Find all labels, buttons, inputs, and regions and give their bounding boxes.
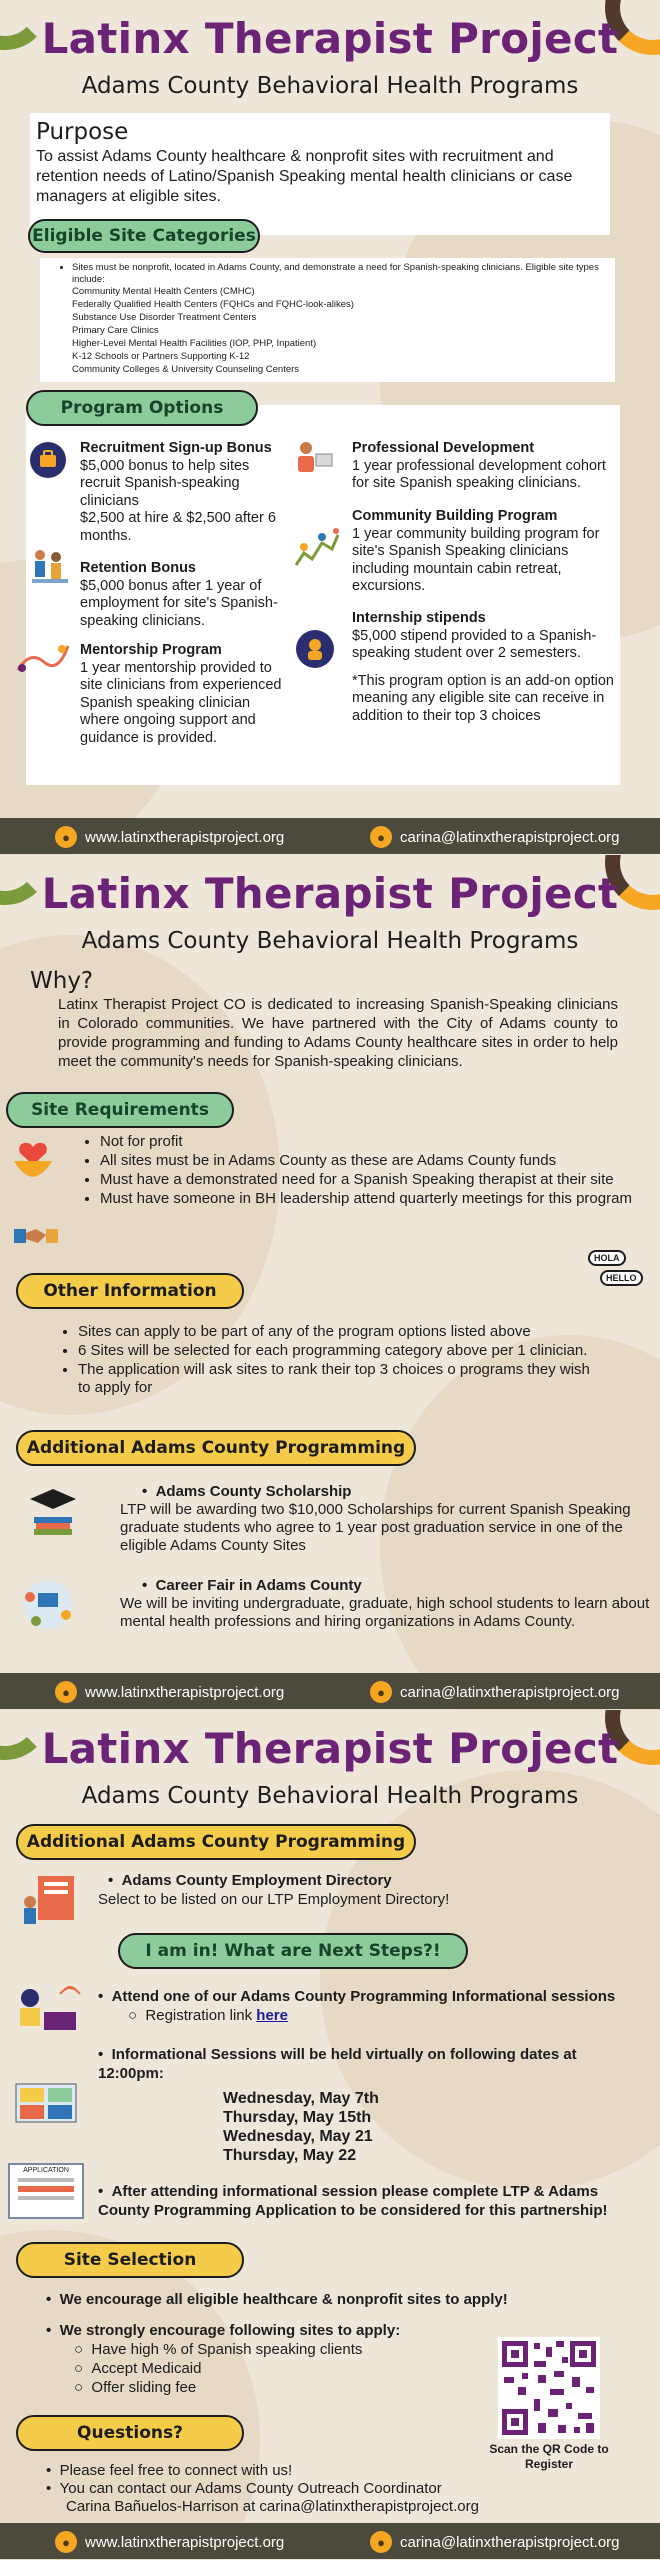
flyer-page-3 (0, 1710, 660, 2560)
footer (0, 818, 660, 854)
purpose-heading: Purpose (36, 119, 129, 145)
eligible-item: K-12 Schools or Partners Supporting K-12 (72, 351, 250, 362)
session-dates (98, 2089, 643, 2165)
graduation-cap-icon (28, 1485, 78, 1541)
eligible-card (40, 258, 615, 382)
page-subtitle: Adams County Behavioral Health Programs (81, 928, 579, 954)
footer (0, 1673, 660, 1709)
career-fair-title: • Career Fair in Adams County (142, 1577, 362, 1594)
eligible-item: Higher-Level Mental Health Facilities (IOP, PHP, Inpatient) (72, 338, 317, 349)
info-item: • The application will ask sites to rank their top 3 choices o programs they wish to apply for (78, 1361, 600, 1397)
info-item: • Sites can apply to be part of any of the program options listed above (78, 1323, 600, 1341)
page-subtitle: Adams County Behavioral Health Programs (81, 73, 579, 99)
option-internship (352, 610, 614, 725)
handshake-icon (12, 1215, 60, 1255)
selection-subitem: ○ Accept Medicaid (74, 2360, 202, 2377)
requirement-item: • Must have a demonstrated need for a Spanish Speaking therapist at their site (100, 1171, 652, 1189)
selection-item: • We encourage all eligible healthcare & nonprofit sites to apply! (46, 2291, 508, 2308)
laptop-person-icon (8, 1982, 88, 2038)
option-professional-development (352, 440, 614, 493)
sessions-text: • Informational Sessions will be held virtually on following dates at 12:00pm: (98, 2046, 577, 2082)
employment-text: Select to be listed on our LTP Employment Directory! (98, 1891, 450, 1908)
site-requirements-list (82, 1133, 652, 1209)
globe-icon: ● (55, 2531, 77, 2553)
purpose-card (30, 113, 610, 235)
after-session-block (98, 2182, 646, 2220)
site-selection-heading: Site Selection (16, 2242, 244, 2278)
video-call-icon (14, 2080, 78, 2126)
option-title: Retention Bonus (80, 560, 196, 576)
page-title: Latinx Therapist Project (41, 14, 619, 63)
after-session-text: • After attending informational session please complete LTP & Adams County Programming Application to be considered for this partnership! (98, 2183, 608, 2219)
eligible-item: Federally Qualified Health Centers (FQHCs and FQHC-look-alikes) (72, 299, 354, 310)
internship-icon (296, 630, 334, 668)
employment-title: • Adams County Employment Directory (108, 1872, 392, 1889)
mail-icon: ● (370, 826, 392, 848)
option-note: *This program option is an add-on option meaning any eligible site can receive in addition to their top 3 choices (352, 672, 614, 724)
option-title: Recruitment Sign-up Bonus (80, 440, 272, 456)
attend-block (98, 1987, 643, 2025)
website-link[interactable]: ● www.latinxtherapistproject.org (55, 826, 284, 848)
contact-line: Carina Bañuelos-Harrison at carina@latinxtherapistproject.org (66, 2498, 479, 2515)
website-link[interactable]: ● www.latinxtherapistproject.org (55, 1681, 284, 1703)
community-icon (292, 525, 342, 569)
career-fair-icon (16, 1575, 82, 1635)
sessions-block (98, 2045, 643, 2165)
page-title: Latinx Therapist Project (41, 869, 619, 918)
scholarship-block (120, 1483, 650, 1555)
next-steps-heading: I am in! What are Next Steps?! (118, 1933, 468, 1969)
program-options-heading: Program Options (26, 390, 258, 426)
flyer-page-1 (0, 0, 660, 855)
eligible-intro: • Sites must be nonprofit, located in Adams County, and demonstrate a need for Spanish-speaking clinicians. Eligible site types include: Community Mental Health Centers (CMHC) Federally Qualified Health Centers (FQHCs and FQHC-look-alikes) Substance Use Disorder Treatment Centers Primary Care Clinics Higher-Level Mental Health Facilities (IOP, PHP, Inpatient) K-12 Schools or Partners Supporting K-12 Community Colleges & University Counseling Centers (72, 262, 607, 376)
flyer-page-2 (0, 855, 660, 1710)
qr-caption: Scan the QR Code to Register (489, 2442, 609, 2471)
additional-programming-heading: Additional Adams County Programming (16, 1824, 416, 1860)
session-date: Thursday, May 15th (223, 2109, 372, 2126)
eligible-item: Primary Care Clinics (72, 325, 159, 336)
registration-link[interactable]: here (256, 2007, 288, 2024)
eligible-item: Substance Use Disorder Treatment Centers (72, 312, 257, 323)
eligible-item: Community Mental Health Centers (CMHC) (72, 286, 255, 297)
requirement-item: • Must have someone in BH leadership attend quarterly meetings for this program (100, 1190, 652, 1208)
email-link[interactable]: ● carina@latinxtherapistproject.org (370, 1681, 620, 1703)
hola-hello-icon: HOLA HELLO (588, 1250, 642, 1294)
option-text: $2,500 at hire & $2,500 after 6 months. (80, 510, 276, 544)
email-link[interactable]: ● carina@latinxtherapistproject.org (370, 2531, 620, 2553)
eligible-heading: Eligible Site Categories (28, 219, 260, 253)
option-recruitment (80, 440, 280, 545)
option-text: 1 year community building program for site's Spanish Speaking clinicians including mountain cabin retreat, excursions. (352, 525, 600, 594)
other-information-heading: Other Information (16, 1273, 244, 1309)
option-title: Internship stipends (352, 610, 486, 626)
additional-programming-heading: Additional Adams County Programming (16, 1430, 416, 1466)
footer (0, 2523, 660, 2559)
option-title: Mentorship Program (80, 642, 222, 658)
application-form-icon: APPLICATION (8, 2163, 84, 2219)
option-text: $5,000 bonus after 1 year of employment for site's Spanish-speaking clinicians. (80, 577, 278, 629)
other-information-list (60, 1323, 600, 1398)
option-community-building (352, 508, 614, 596)
hands-heart-icon (10, 1135, 56, 1181)
session-date: Wednesday, May 7th (223, 2090, 379, 2107)
why-heading: Why? (30, 968, 94, 994)
site-requirements-heading: Site Requirements (6, 1092, 234, 1128)
option-title: Professional Development (352, 440, 535, 456)
question-item: • Please feel free to connect with us! (46, 2462, 293, 2479)
selection-subitem: ○ Offer sliding fee (74, 2379, 197, 2396)
option-mentorship (80, 642, 285, 747)
requirement-item: • All sites must be in Adams County as these are Adams County funds (100, 1152, 652, 1170)
directory-icon (20, 1872, 88, 1928)
email-link[interactable]: ● carina@latinxtherapistproject.org (370, 826, 620, 848)
question-item: • You can contact our Adams County Outreach Coordinator (46, 2480, 442, 2497)
option-text: 1 year professional development cohort for site Spanish speaking clinicians. (352, 457, 606, 491)
career-fair-block (120, 1577, 650, 1631)
registration-line: ○ Registration link here (128, 2007, 288, 2024)
eligible-item: Community Colleges & University Counseling Centers (72, 364, 300, 375)
recruitment-icon (30, 442, 66, 478)
why-text: Latinx Therapist Project CO is dedicated to increasing Spanish-Speaking clinicians in Colorado communities. We have partnered with the City of Adams county to provide programming and funding to Adams County healthcare sites in order to help meet the community's needs for Spanish-speaking clinicians. (58, 996, 618, 1070)
option-text: $5,000 stipend provided to a Spanish-speaking student over 2 semesters. (352, 627, 597, 661)
requirement-item: • Not for profit (100, 1133, 652, 1151)
scholarship-title: • Adams County Scholarship (142, 1483, 352, 1500)
attend-text: • Attend one of our Adams County Programming Informational sessions (98, 1988, 616, 2005)
option-retention (80, 560, 280, 630)
globe-icon: ● (55, 826, 77, 848)
mail-icon: ● (370, 1681, 392, 1703)
mentorship-icon (14, 640, 70, 680)
questions-heading: Questions? (16, 2415, 244, 2451)
selection-item: • We strongly encourage following sites to apply: (46, 2322, 401, 2339)
option-text: $5,000 bonus to help sites recruit Spanish-speaking clinicians (80, 457, 250, 509)
info-item: • 6 Sites will be selected for each programming category above per 1 clinician. (78, 1342, 600, 1360)
mail-icon: ● (370, 2531, 392, 2553)
questions-list (46, 2462, 606, 2516)
career-fair-text: We will be inviting undergraduate, graduate, high school students to learn about mental health professions and hiring organizations in Adams County. (120, 1595, 650, 1630)
website-link[interactable]: ● www.latinxtherapistproject.org (55, 2531, 284, 2553)
option-text: 1 year mentorship provided to site clinicians from experienced Spanish speaking clinician where ongoing support and guidance is provided. (80, 659, 282, 746)
session-date: Thursday, May 22 (223, 2147, 357, 2164)
employment-block (98, 1871, 618, 1909)
globe-icon: ● (55, 1681, 77, 1703)
qr-code[interactable] (498, 2337, 600, 2439)
page-title: Latinx Therapist Project (41, 1724, 619, 1773)
people-icon (28, 545, 72, 589)
option-title: Community Building Program (352, 508, 558, 524)
selection-subitem: ○ Have high % of Spanish speaking clients (74, 2341, 363, 2358)
page-subtitle: Adams County Behavioral Health Programs (81, 1783, 579, 1809)
scholarship-text: LTP will be awarding two $10,000 Scholarships for current Spanish Speaking graduate students who agree to 1 year post graduation service in one of the eligible Adams County Sites (120, 1501, 631, 1554)
purpose-text: To assist Adams County healthcare & nonprofit sites with recruitment and retention needs of Latino/Spanish Speaking mental health clinicians or case managers at eligible sites. (36, 148, 573, 205)
professional-development-icon (290, 436, 338, 480)
session-date: Wednesday, May 21 (223, 2128, 373, 2145)
